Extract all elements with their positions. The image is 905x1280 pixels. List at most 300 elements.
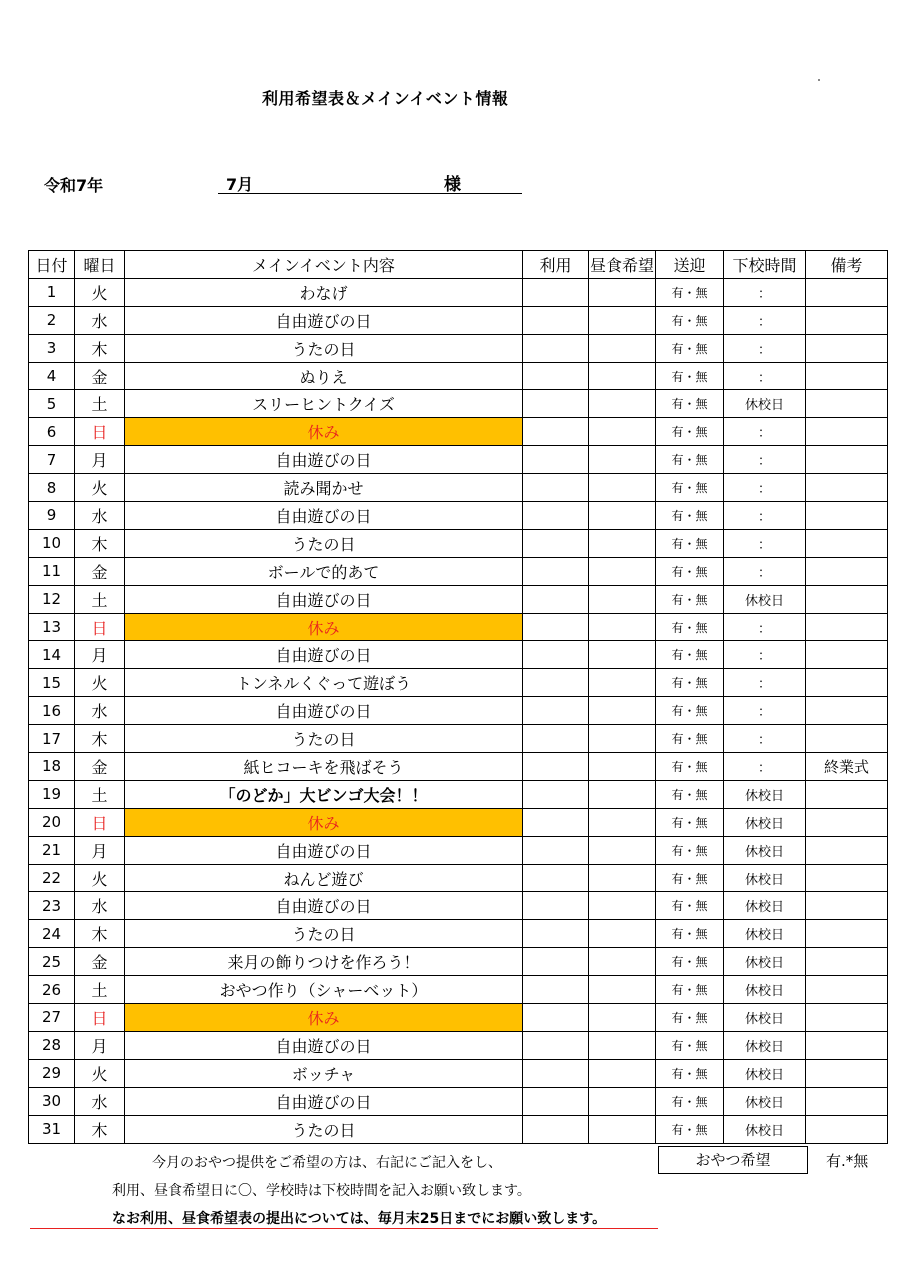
notes-cell (806, 278, 888, 306)
use-cell[interactable] (523, 334, 589, 362)
use-cell[interactable] (523, 1059, 589, 1087)
school-out-cell[interactable]: 休校日 (724, 920, 806, 948)
date-cell: 10 (29, 529, 75, 557)
weekday-cell: 月 (75, 836, 125, 864)
event-cell: 「のどか」大ビンゴ大会！！ (125, 780, 523, 808)
lunch-cell[interactable] (589, 474, 656, 502)
footer-line-1: 今月のおやつ提供をご希望の方は、右記にご記入をし、 (152, 1155, 502, 1171)
lunch-cell[interactable] (589, 446, 656, 474)
notes-cell (806, 725, 888, 753)
date-cell: 7 (29, 446, 75, 474)
transport-cell[interactable]: 有・無 (656, 948, 724, 976)
header-event: メインイベント内容 (125, 251, 523, 279)
notes-cell (806, 585, 888, 613)
scan-speck (818, 79, 820, 81)
lunch-cell[interactable] (589, 892, 656, 920)
header-notes: 備考 (806, 251, 888, 279)
transport-cell[interactable]: 有・無 (656, 836, 724, 864)
date-cell: 28 (29, 1031, 75, 1059)
weekday-cell: 火 (75, 278, 125, 306)
lunch-cell[interactable] (589, 418, 656, 446)
school-out-cell[interactable]: ： (724, 669, 806, 697)
weekday-cell: 日 (75, 1004, 125, 1032)
school-out-cell[interactable]: 休校日 (724, 808, 806, 836)
use-cell[interactable] (523, 836, 589, 864)
event-cell: 自由遊びの日 (125, 697, 523, 725)
notes-cell (806, 669, 888, 697)
lunch-cell[interactable] (589, 278, 656, 306)
school-out-cell[interactable]: 休校日 (724, 780, 806, 808)
use-cell[interactable] (523, 362, 589, 390)
date-cell: 18 (29, 753, 75, 781)
use-cell[interactable] (523, 529, 589, 557)
use-cell[interactable] (523, 613, 589, 641)
school-out-cell[interactable]: 休校日 (724, 1059, 806, 1087)
table-row (29, 529, 888, 557)
footer-line-3: なお利用、昼食希望表の提出については、毎月末25日までにお願い致します。 (112, 1211, 607, 1227)
date-cell: 3 (29, 334, 75, 362)
table-row (29, 920, 888, 948)
table-row (29, 446, 888, 474)
table-row (29, 1059, 888, 1087)
table-header-row (29, 251, 888, 279)
date-cell: 26 (29, 976, 75, 1004)
event-cell: 紙ヒコーキを飛ばそう (125, 753, 523, 781)
weekday-cell: 土 (75, 585, 125, 613)
date-cell: 8 (29, 474, 75, 502)
transport-cell[interactable]: 有・無 (656, 446, 724, 474)
transport-cell[interactable]: 有・無 (656, 278, 724, 306)
lunch-cell[interactable] (589, 1004, 656, 1032)
table-row (29, 836, 888, 864)
weekday-cell: 金 (75, 753, 125, 781)
date-cell: 4 (29, 362, 75, 390)
event-cell: 自由遊びの日 (125, 446, 523, 474)
notes-cell (806, 948, 888, 976)
lunch-cell[interactable] (589, 920, 656, 948)
weekday-cell: 月 (75, 641, 125, 669)
notes-cell (806, 697, 888, 725)
school-out-cell[interactable]: ： (724, 697, 806, 725)
weekday-cell: 火 (75, 474, 125, 502)
school-out-cell[interactable]: ： (724, 418, 806, 446)
event-cell: 自由遊びの日 (125, 1087, 523, 1115)
school-out-cell[interactable]: 休校日 (724, 1087, 806, 1115)
event-cell: 自由遊びの日 (125, 306, 523, 334)
lunch-cell[interactable] (589, 1115, 656, 1143)
use-cell[interactable] (523, 725, 589, 753)
use-cell[interactable] (523, 1115, 589, 1143)
transport-cell[interactable]: 有・無 (656, 697, 724, 725)
use-cell[interactable] (523, 502, 589, 530)
transport-cell[interactable]: 有・無 (656, 892, 724, 920)
table-row (29, 753, 888, 781)
event-cell: うたの日 (125, 1115, 523, 1143)
use-cell[interactable] (523, 892, 589, 920)
lunch-cell[interactable] (589, 641, 656, 669)
use-cell[interactable] (523, 474, 589, 502)
school-out-cell[interactable]: ： (724, 641, 806, 669)
notes-cell (806, 557, 888, 585)
lunch-cell[interactable] (589, 613, 656, 641)
lunch-cell[interactable] (589, 976, 656, 1004)
school-out-cell[interactable]: ： (724, 306, 806, 334)
table-row (29, 892, 888, 920)
school-out-cell[interactable]: 休校日 (724, 585, 806, 613)
transport-cell[interactable]: 有・無 (656, 585, 724, 613)
table-row (29, 641, 888, 669)
use-cell[interactable] (523, 948, 589, 976)
notes-cell (806, 1059, 888, 1087)
lunch-cell[interactable] (589, 1059, 656, 1087)
event-cell: おやつ作り（シャーベット） (125, 976, 523, 1004)
table-row (29, 557, 888, 585)
table-row (29, 362, 888, 390)
transport-cell[interactable]: 有・無 (656, 1031, 724, 1059)
event-cell: うたの日 (125, 529, 523, 557)
weekday-cell: 月 (75, 1031, 125, 1059)
footer-line-2: 利用、昼食希望日に〇、学校時は下校時間を記入お願い致します。 (112, 1183, 531, 1199)
date-cell: 19 (29, 780, 75, 808)
lunch-cell[interactable] (589, 334, 656, 362)
school-out-cell[interactable]: ： (724, 725, 806, 753)
lunch-cell[interactable] (589, 948, 656, 976)
date-cell: 14 (29, 641, 75, 669)
event-cell: うたの日 (125, 725, 523, 753)
transport-cell[interactable]: 有・無 (656, 390, 724, 418)
notes-cell (806, 613, 888, 641)
school-out-cell[interactable]: ： (724, 502, 806, 530)
table-row (29, 278, 888, 306)
transport-cell[interactable]: 有・無 (656, 334, 724, 362)
date-cell: 17 (29, 725, 75, 753)
transport-cell[interactable]: 有・無 (656, 753, 724, 781)
weekday-cell: 水 (75, 1087, 125, 1115)
event-cell: 自由遊びの日 (125, 1031, 523, 1059)
date-cell: 23 (29, 892, 75, 920)
use-cell[interactable] (523, 306, 589, 334)
transport-cell[interactable]: 有・無 (656, 725, 724, 753)
date-cell: 1 (29, 278, 75, 306)
event-cell: うたの日 (125, 334, 523, 362)
date-cell: 15 (29, 669, 75, 697)
school-out-cell[interactable]: 休校日 (724, 892, 806, 920)
use-cell[interactable] (523, 1087, 589, 1115)
table-row (29, 1031, 888, 1059)
lunch-cell[interactable] (589, 502, 656, 530)
use-cell[interactable] (523, 864, 589, 892)
lunch-cell[interactable] (589, 808, 656, 836)
event-cell: ぬりえ (125, 362, 523, 390)
transport-cell[interactable]: 有・無 (656, 669, 724, 697)
lunch-cell[interactable] (589, 864, 656, 892)
notes-cell (806, 474, 888, 502)
honorific-label: 様 (444, 175, 461, 195)
transport-cell[interactable]: 有・無 (656, 418, 724, 446)
use-cell[interactable] (523, 753, 589, 781)
table-row (29, 669, 888, 697)
use-cell[interactable] (523, 641, 589, 669)
table-row (29, 502, 888, 530)
weekday-cell: 日 (75, 613, 125, 641)
table-row (29, 1087, 888, 1115)
lunch-cell[interactable] (589, 725, 656, 753)
event-cell: 読み聞かせ (125, 474, 523, 502)
month-label: 7月 (226, 175, 254, 194)
use-cell[interactable] (523, 780, 589, 808)
use-cell[interactable] (523, 976, 589, 1004)
lunch-cell[interactable] (589, 753, 656, 781)
event-cell: ボッチャ (125, 1059, 523, 1087)
event-cell: 来月の飾りつけを作ろう！ (125, 948, 523, 976)
snack-request-label: おやつ希望 (658, 1146, 808, 1174)
transport-cell[interactable]: 有・無 (656, 306, 724, 334)
transport-cell[interactable]: 有・無 (656, 529, 724, 557)
transport-cell[interactable]: 有・無 (656, 976, 724, 1004)
event-cell: ボールで的あて (125, 557, 523, 585)
notes-cell (806, 334, 888, 362)
use-cell[interactable] (523, 1004, 589, 1032)
lunch-cell[interactable] (589, 306, 656, 334)
use-cell[interactable] (523, 585, 589, 613)
table-row (29, 334, 888, 362)
notes-cell (806, 1087, 888, 1115)
notes-cell (806, 418, 888, 446)
date-cell: 6 (29, 418, 75, 446)
date-cell: 20 (29, 808, 75, 836)
header-school-out: 下校時間 (724, 251, 806, 279)
table-row (29, 976, 888, 1004)
weekday-cell: 日 (75, 418, 125, 446)
school-out-cell[interactable]: ： (724, 446, 806, 474)
lunch-cell[interactable] (589, 1087, 656, 1115)
notes-cell (806, 836, 888, 864)
page-title: 利用希望表＆メインイベント情報 (262, 89, 509, 108)
notes-cell (806, 502, 888, 530)
lunch-cell[interactable] (589, 697, 656, 725)
notes-cell (806, 864, 888, 892)
event-cell: 休み (125, 418, 523, 446)
school-out-cell[interactable]: ： (724, 557, 806, 585)
school-out-cell[interactable]: ： (724, 474, 806, 502)
event-cell: 自由遊びの日 (125, 502, 523, 530)
notes-cell (806, 641, 888, 669)
table-row (29, 390, 888, 418)
weekday-cell: 水 (75, 697, 125, 725)
date-cell: 31 (29, 1115, 75, 1143)
use-cell[interactable] (523, 390, 589, 418)
event-cell: 自由遊びの日 (125, 892, 523, 920)
event-cell: 自由遊びの日 (125, 836, 523, 864)
date-cell: 2 (29, 306, 75, 334)
school-out-cell[interactable]: 休校日 (724, 390, 806, 418)
table-row (29, 864, 888, 892)
table-row (29, 808, 888, 836)
table-row (29, 585, 888, 613)
date-cell: 16 (29, 697, 75, 725)
weekday-cell: 木 (75, 529, 125, 557)
notes-cell (806, 1031, 888, 1059)
transport-cell[interactable]: 有・無 (656, 920, 724, 948)
header-use: 利用 (523, 251, 589, 279)
transport-cell[interactable]: 有・無 (656, 641, 724, 669)
use-cell[interactable] (523, 808, 589, 836)
school-out-cell[interactable]: ： (724, 278, 806, 306)
notes-cell (806, 920, 888, 948)
school-out-cell[interactable]: ： (724, 753, 806, 781)
schedule-table (28, 250, 888, 1144)
use-cell[interactable] (523, 920, 589, 948)
date-cell: 25 (29, 948, 75, 976)
weekday-cell: 土 (75, 976, 125, 1004)
header-transport: 送迎 (656, 251, 724, 279)
transport-cell[interactable]: 有・無 (656, 1004, 724, 1032)
use-cell[interactable] (523, 418, 589, 446)
event-cell: 休み (125, 613, 523, 641)
weekday-cell: 水 (75, 892, 125, 920)
lunch-cell[interactable] (589, 669, 656, 697)
lunch-cell[interactable] (589, 836, 656, 864)
event-cell: スリーヒントクイズ (125, 390, 523, 418)
weekday-cell: 土 (75, 390, 125, 418)
table-row (29, 1004, 888, 1032)
lunch-cell[interactable] (589, 1031, 656, 1059)
notes-cell (806, 306, 888, 334)
date-cell: 27 (29, 1004, 75, 1032)
notes-cell (806, 446, 888, 474)
table-row (29, 1115, 888, 1143)
weekday-cell: 日 (75, 808, 125, 836)
event-cell: ねんど遊び (125, 864, 523, 892)
notes-cell (806, 390, 888, 418)
weekday-cell: 火 (75, 1059, 125, 1087)
weekday-cell: 木 (75, 1115, 125, 1143)
date-cell: 11 (29, 557, 75, 585)
school-out-cell[interactable]: ： (724, 529, 806, 557)
date-cell: 12 (29, 585, 75, 613)
event-cell: トンネルくぐって遊ぼう (125, 669, 523, 697)
weekday-cell: 金 (75, 948, 125, 976)
weekday-cell: 月 (75, 446, 125, 474)
weekday-cell: 金 (75, 557, 125, 585)
date-cell: 13 (29, 613, 75, 641)
notes-cell (806, 1115, 888, 1143)
table-row (29, 306, 888, 334)
use-cell[interactable] (523, 669, 589, 697)
transport-cell[interactable]: 有・無 (656, 502, 724, 530)
transport-cell[interactable]: 有・無 (656, 864, 724, 892)
event-cell: わなげ (125, 278, 523, 306)
use-cell[interactable] (523, 446, 589, 474)
header-date: 日付 (29, 251, 75, 279)
weekday-cell: 火 (75, 864, 125, 892)
name-line (218, 168, 522, 194)
school-out-cell[interactable]: ： (724, 613, 806, 641)
transport-cell[interactable]: 有・無 (656, 474, 724, 502)
event-cell: 休み (125, 1004, 523, 1032)
date-cell: 21 (29, 836, 75, 864)
weekday-cell: 木 (75, 334, 125, 362)
weekday-cell: 木 (75, 725, 125, 753)
date-cell: 29 (29, 1059, 75, 1087)
transport-cell[interactable]: 有・無 (656, 1087, 724, 1115)
transport-cell[interactable]: 有・無 (656, 557, 724, 585)
table-row (29, 780, 888, 808)
school-out-cell[interactable]: 休校日 (724, 864, 806, 892)
notes-cell (806, 892, 888, 920)
lunch-cell[interactable] (589, 390, 656, 418)
notes-cell: 終業式 (806, 753, 888, 781)
table-row (29, 418, 888, 446)
use-cell[interactable] (523, 1031, 589, 1059)
school-out-cell[interactable]: 休校日 (724, 1031, 806, 1059)
table-row (29, 725, 888, 753)
header-lunch: 昼食希望 (589, 251, 656, 279)
date-cell: 22 (29, 864, 75, 892)
snack-request-value[interactable]: 有.*無 (826, 1152, 869, 1170)
weekday-cell: 金 (75, 362, 125, 390)
transport-cell[interactable]: 有・無 (656, 362, 724, 390)
lunch-cell[interactable] (589, 362, 656, 390)
lunch-cell[interactable] (589, 529, 656, 557)
notes-cell (806, 808, 888, 836)
notes-cell (806, 529, 888, 557)
transport-cell[interactable]: 有・無 (656, 613, 724, 641)
notes-cell (806, 976, 888, 1004)
lunch-cell[interactable] (589, 585, 656, 613)
weekday-cell: 木 (75, 920, 125, 948)
notes-cell (806, 780, 888, 808)
weekday-cell: 土 (75, 780, 125, 808)
transport-cell[interactable]: 有・無 (656, 780, 724, 808)
table-row (29, 948, 888, 976)
lunch-cell[interactable] (589, 780, 656, 808)
event-cell: 自由遊びの日 (125, 641, 523, 669)
use-cell[interactable] (523, 557, 589, 585)
school-out-cell[interactable]: 休校日 (724, 1004, 806, 1032)
transport-cell[interactable]: 有・無 (656, 808, 724, 836)
school-out-cell[interactable]: 休校日 (724, 1115, 806, 1143)
date-cell: 24 (29, 920, 75, 948)
weekday-cell: 水 (75, 502, 125, 530)
event-cell: 休み (125, 808, 523, 836)
header-weekday: 曜日 (75, 251, 125, 279)
use-cell[interactable] (523, 278, 589, 306)
notes-cell (806, 1004, 888, 1032)
date-cell: 9 (29, 502, 75, 530)
transport-cell[interactable]: 有・無 (656, 1059, 724, 1087)
use-cell[interactable] (523, 697, 589, 725)
event-cell: うたの日 (125, 920, 523, 948)
school-out-cell[interactable]: 休校日 (724, 976, 806, 1004)
date-cell: 5 (29, 390, 75, 418)
date-cell: 30 (29, 1087, 75, 1115)
school-out-cell[interactable]: 休校日 (724, 948, 806, 976)
event-cell: 自由遊びの日 (125, 585, 523, 613)
table-row (29, 613, 888, 641)
school-out-cell[interactable]: 休校日 (724, 836, 806, 864)
footer-red-underline (30, 1228, 658, 1229)
weekday-cell: 水 (75, 306, 125, 334)
table-row (29, 474, 888, 502)
lunch-cell[interactable] (589, 557, 656, 585)
transport-cell[interactable]: 有・無 (656, 1115, 724, 1143)
era-year: 令和7年 (44, 176, 104, 195)
notes-cell (806, 362, 888, 390)
school-out-cell[interactable]: ： (724, 334, 806, 362)
school-out-cell[interactable]: ： (724, 362, 806, 390)
table-row (29, 697, 888, 725)
